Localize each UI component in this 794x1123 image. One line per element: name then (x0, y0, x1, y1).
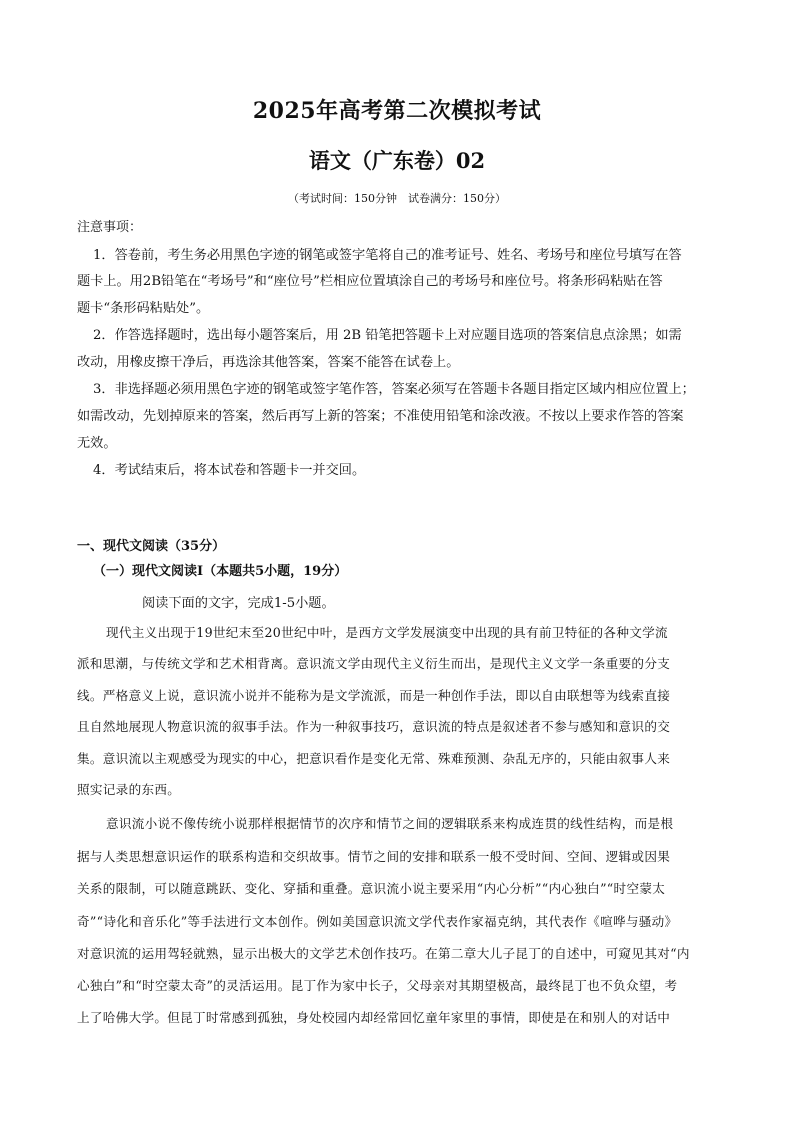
notice-line: 题卡上。用2B铅笔在“考场号”和“座位号”栏相应位置填涂自己的考场号和座位号。将条形码粘贴在答 (77, 274, 663, 289)
passage-line: 现代主义出现于19世纪末至20世纪中叶，是西方文学发展演变中出现的具有前卫特征的各种文学流 (106, 625, 668, 640)
reading-instruction: 阅读下面的文字，完成1-5小题。 (142, 596, 335, 611)
passage-line: 对意识流的运用驾轻就熟，显示出极大的文学艺术创作技巧。在第二章大儿子昆丁的自述中，可窥见其对“内 (77, 946, 690, 961)
passage-line: 照实记录的东西。 (77, 782, 181, 797)
notice-line: 题卡“条形码粘贴处”。 (77, 301, 210, 316)
passage-line: 心独白”和“时空蒙太奇”的灵活运用。昆丁作为家中长子，父母亲对其期望极高，最终昆丁也不负众望，考 (77, 978, 678, 993)
section-subheading: （一）现代文阅读Ⅰ（本题共5小题，19分） (93, 564, 348, 579)
passage-line: 集。意识流以主观感受为现实的中心，把意识看作是变化无常、殊难预测、杂乱无序的，只能由叙事人来 (77, 751, 671, 766)
passage-line: 意识流小说不像传统小说那样根据情节的次序和情节之间的逻辑联系来构成连贯的线性结构，而是根 (106, 816, 674, 831)
notice-line: 1．答卷前，考生务必用黑色字迹的钢笔或签字笔将自己的准考证号、姓名、考场号和座位号填写在答 (93, 248, 682, 263)
passage-line: 派和思潮，与传统文学和艺术相背离。意识流文学由现代主义衍生而出，是现代主义文学一条重要的分支 (77, 656, 671, 671)
exam-subtitle: 语文（广东卷）02 (308, 148, 486, 173)
notice-line: 4．考试结束后，将本试卷和答题卡一并交回。 (93, 463, 366, 478)
notice-line: 如需改动，先划掉原来的答案，然后再写上新的答案；不准使用铅笔和涂改液。不按以上要求作答的答案 (77, 409, 684, 424)
notice-line: 无效。 (77, 436, 117, 451)
notice-line: 改动，用橡皮擦干净后，再选涂其他答案，答案不能答在试卷上。 (77, 355, 460, 370)
exam-info: （考试时间：150分钟 试卷满分：150分） (288, 192, 506, 205)
notice-line: 3．非选择题必须用黑色字迹的钢笔或签字笔作答，答案必须写在答题卡各题目指定区域内相应位置上； (93, 382, 695, 397)
passage-line: 关系的限制，可以随意跳跃、变化、穿插和重叠。意识流小说主要采用“内心分析”“内心独白”“时空蒙太 (77, 881, 666, 896)
notice-line: 2．作答选择题时，选出每小题答案后，用 2B 铅笔把答题卡上对应题目选项的答案信息点涂黑；如需 (93, 328, 682, 343)
passage-line: 上了哈佛大学。但昆丁时常感到孤独，身处校园内却经常回忆童年家里的事情，即使是在和别人的对话中 (77, 1010, 671, 1025)
passage-line: 据与人类思想意识运作的联系构造和交织故事。情节之间的安排和联系一般不受时间、空间、逻辑或因果 (77, 849, 671, 864)
passage-line: 且自然地展现人物意识流的叙事手法。作为一种叙事技巧，意识流的特点是叙述者不参与感知和意识的交 (77, 719, 671, 734)
passage-line: 线。严格意义上说，意识流小说并不能称为是文学流派，而是一种创作手法，即以自由联想等为线索直接 (77, 688, 671, 703)
notice-heading: 注意事项： (77, 220, 143, 235)
section-heading: 一、现代文阅读（35分） (77, 539, 226, 554)
passage-line: 奇”“诗化和音乐化”等手法进行文本创作。例如美国意识流文学代表作家福克纳，其代表作《喧哗与骚动》 (77, 914, 678, 929)
exam-title: 2025年高考第二次模拟考试 (252, 98, 542, 124)
